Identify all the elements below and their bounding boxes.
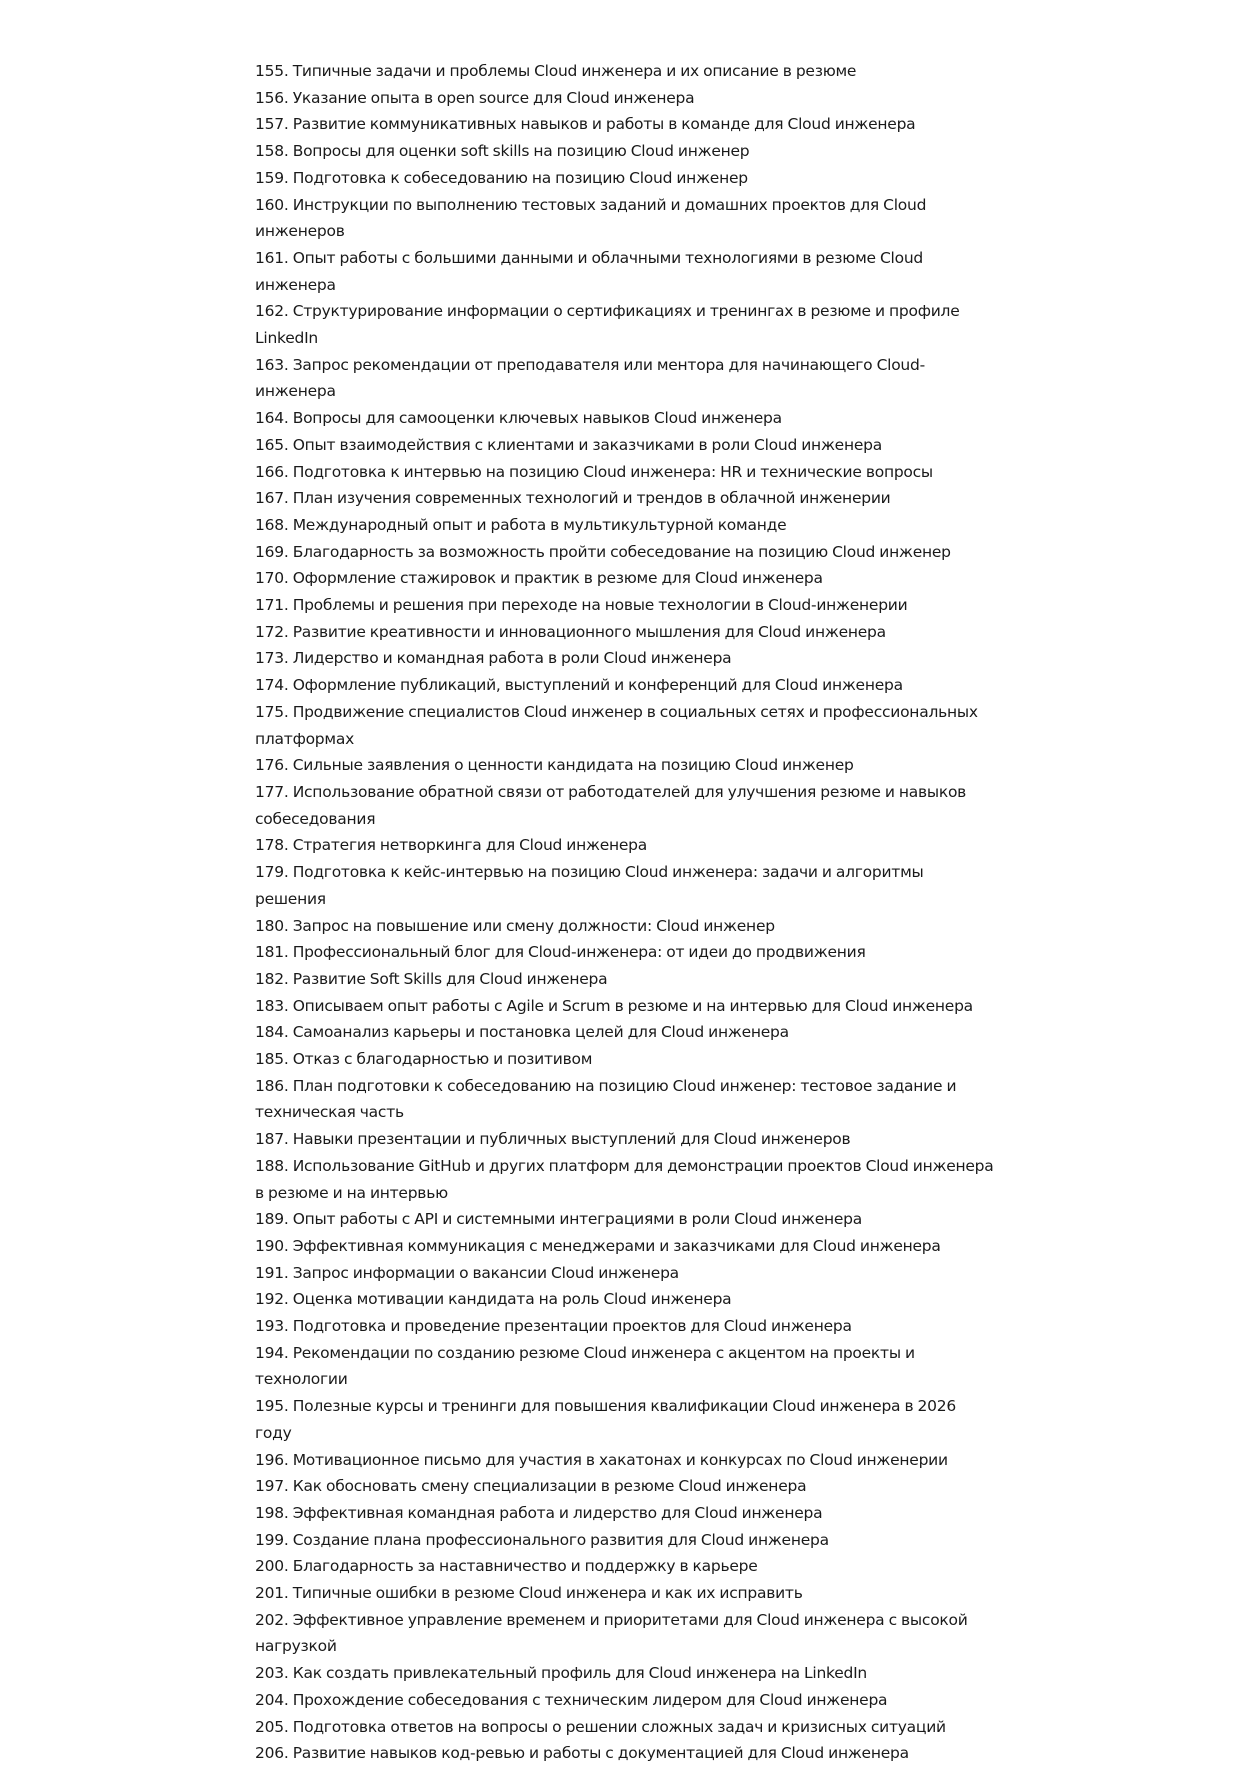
list-item: 187. Навыки презентации и публичных выступлений для Cloud инженеров — [255, 1130, 851, 1149]
list-item: 191. Запрос информации о вакансии Cloud инженера — [255, 1263, 679, 1282]
list-item: 178. Стратегия нетворкинга для Cloud инженера — [255, 836, 647, 855]
list-item: 173. Лидерство и командная работа в роли Cloud инженера — [255, 649, 732, 668]
list-item: 171. Проблемы и решения при переходе на новые технологии в Cloud-инженерии — [255, 596, 908, 615]
list-item: 182. Развитие Soft Skills для Cloud инженера — [255, 969, 608, 988]
list-item: 183. Описываем опыт работы с Agile и Scrum в резюме и на интервью для Cloud инженера — [255, 996, 973, 1015]
list-item: 190. Эффективная коммуникация с менеджерами и заказчиками для Cloud инженера — [255, 1236, 941, 1255]
list-item: 186. План подготовки к собеседованию на позицию Cloud инженер: тестовое задание и техническая часть — [255, 1076, 957, 1122]
list-item: 158. Вопросы для оценки soft skills на позицию Cloud инженер — [255, 142, 750, 161]
list-item: 195. Полезные курсы и тренинги для повышения квалификации Cloud инженера в 2026 году — [255, 1397, 956, 1442]
list-item: 193. Подготовка и проведение презентации проектов для Cloud инженера — [255, 1317, 852, 1336]
list-item: 204. Прохождение собеседования с техническим лидером для Cloud инженера — [255, 1690, 888, 1709]
list-item: 166. Подготовка к интервью на позицию Cloud инженера: HR и технические вопросы — [255, 462, 933, 481]
list-item: 165. Опыт взаимодействия с клиентами и заказчиками в роли Cloud инженера — [255, 435, 882, 454]
list-item: 189. Опыт работы с API и системными интеграциями в роли Cloud инженера — [255, 1210, 862, 1229]
list-item: 167. План изучения современных технологий и трендов в облачной инженерии — [255, 489, 891, 508]
list-item: 164. Вопросы для самооценки ключевых навыков Cloud инженера — [255, 409, 782, 428]
list-item: 201. Типичные ошибки в резюме Cloud инженера и как их исправить — [255, 1584, 803, 1603]
list-item: 181. Профессиональный блог для Cloud-инженера: от идеи до продвижения — [255, 943, 866, 962]
list-item: 194. Рекомендации по созданию резюме Cloud инженера с акцентом на проекты и технологии — [255, 1343, 915, 1389]
list-item: 169. Благодарность за возможность пройти собеседование на позицию Cloud инженер — [255, 542, 951, 561]
document-page — [255, 58, 995, 1767]
list-item: 202. Эффективное управление временем и приоритетами для Cloud инженера с высокой нагрузкой — [255, 1610, 968, 1656]
list-item: 203. Как создать привлекательный профиль для Cloud инженера на LinkedIn — [255, 1664, 867, 1683]
list-item: 163. Запрос рекомендации от преподавателя или ментора для начинающего Cloud-инженера — [255, 355, 925, 401]
list-item: 179. Подготовка к кейс-интервью на позицию Cloud инженера: задачи и алгоритмы решения — [255, 863, 924, 908]
list-item: 192. Оценка мотивации кандидата на роль Cloud инженера — [255, 1290, 732, 1309]
list-item: 170. Оформление стажировок и практик в резюме для Cloud инженера — [255, 569, 823, 588]
list-item: 196. Мотивационное письмо для участия в хакатонах и конкурсах по Cloud инженерии — [255, 1450, 948, 1469]
list-item: 205. Подготовка ответов на вопросы о решении сложных задач и кризисных ситуаций — [255, 1717, 946, 1736]
list-item: 200. Благодарность за наставничество и поддержку в карьере — [255, 1557, 758, 1576]
list-item: 168. Международный опыт и работа в мультикультурной команде — [255, 515, 787, 534]
list-item: 199. Создание плана профессионального развития для Cloud инженера — [255, 1530, 829, 1549]
list-item: 175. Продвижение специалистов Cloud инженер в социальных сетях и профессиональных платформах — [255, 702, 978, 748]
list-item: 198. Эффективная командная работа и лидерство для Cloud инженера — [255, 1503, 823, 1522]
list-item: 156. Указание опыта в open source для Cloud инженера — [255, 88, 695, 107]
list-item: 155. Типичные задачи и проблемы Cloud инженера и их описание в резюме — [255, 62, 857, 80]
list-item: 206. Развитие навыков код-ревью и работы с документацией для Cloud инженера — [255, 1744, 909, 1763]
list-item: 177. Использование обратной связи от работодателей для улучшения резюме и навыков собеседования — [255, 782, 967, 828]
list-item: 176. Сильные заявления о ценности кандидата на позицию Cloud инженер — [255, 756, 854, 775]
list-item: 180. Запрос на повышение или смену должности: Cloud инженер — [255, 916, 775, 935]
list-item: 161. Опыт работы с большими данными и облачными технологиями в резюме Cloud инженера — [255, 248, 923, 294]
topic-list — [255, 58, 995, 1767]
list-item: 172. Развитие креативности и инновационного мышления для Cloud инженера — [255, 622, 886, 641]
list-item: 162. Структурирование информации о сертификациях и тренингах в резюме и профиле LinkedIn — [255, 302, 960, 348]
list-item: 160. Инструкции по выполнению тестовых заданий и домашних проектов для Cloud инженеров — [255, 195, 927, 241]
list-item: 184. Самоанализ карьеры и постановка целей для Cloud инженера — [255, 1023, 789, 1042]
list-item: 185. Отказ с благодарностью и позитивом — [255, 1050, 593, 1069]
list-item: 157. Развитие коммуникативных навыков и работы в команде для Cloud инженера — [255, 115, 916, 134]
list-item: 159. Подготовка к собеседованию на позицию Cloud инженер — [255, 168, 748, 187]
list-item: 197. Как обосновать смену специализации в резюме Cloud инженера — [255, 1477, 807, 1496]
list-item: 188. Использование GitHub и других платформ для демонстрации проектов Cloud инженера в резюме и на интервью — [255, 1156, 994, 1202]
list-item: 174. Оформление публикаций, выступлений и конференций для Cloud инженера — [255, 676, 903, 695]
